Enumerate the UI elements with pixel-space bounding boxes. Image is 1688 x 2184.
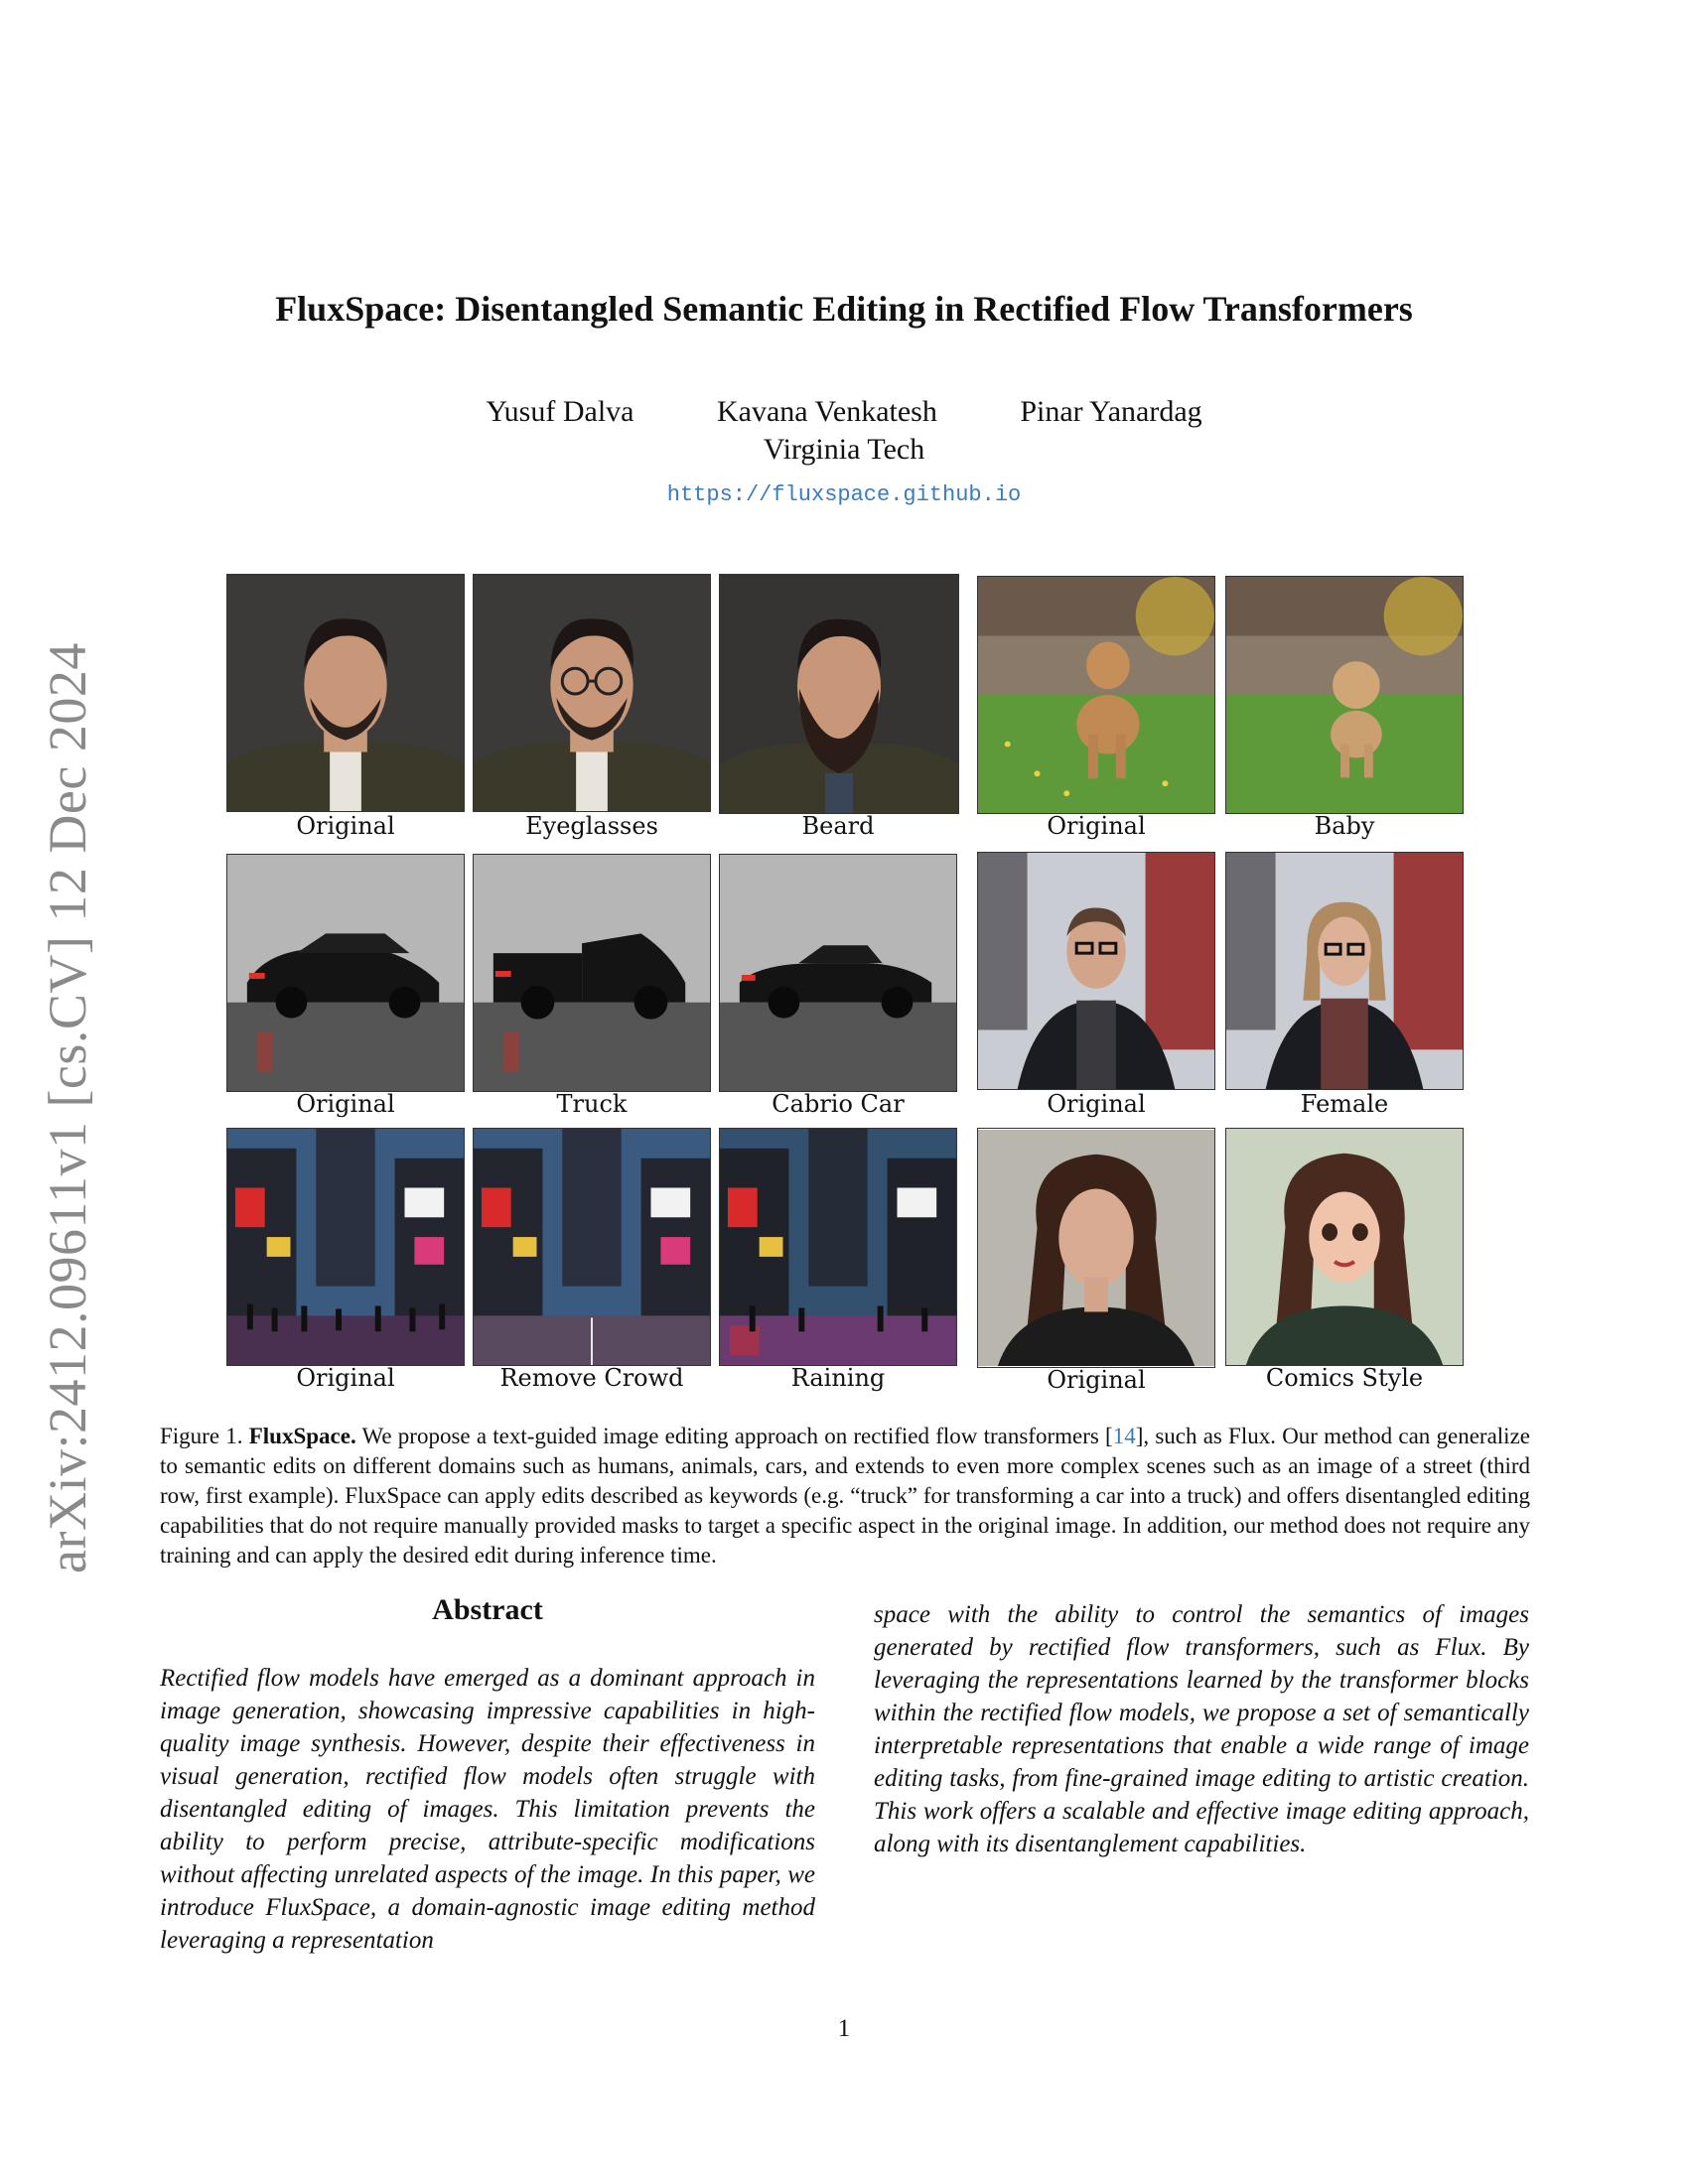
figure-row2-original-label: Original xyxy=(296,1090,395,1118)
caption-text: ], such as Flux. Our method can generalize to semantic edits on different domains such as humans, animals, cars, and extends to even more complex scenes such as an image of a street (third row, first example). FluxSpace can apply edits described as keywords (e.g. “truck” for transforming a car into a truck) and offers disentangled editing capabilities that do not require manually provided masks to target a specific aspect in the original image. In addition, our method does not require any training and can apply the desired edit during inference time. xyxy=(160,1424,1530,1568)
person-snow-female-image xyxy=(1226,853,1463,1089)
figure-caption xyxy=(160,1422,1530,1570)
woman-comics-image xyxy=(1226,1129,1463,1365)
figure-row2-cabrio-label: Cabrio Car xyxy=(772,1090,905,1118)
image-man-original xyxy=(226,574,465,812)
affiliation: Virginia Tech xyxy=(763,433,925,466)
figure-row1-original-label: Original xyxy=(296,812,395,840)
figure-row3-remove-crowd-label: Remove Crowd xyxy=(499,1364,684,1392)
street-raining-image xyxy=(720,1129,956,1365)
page-number: 1 xyxy=(837,2015,851,2042)
figure-row3-original-label: Original xyxy=(296,1364,395,1392)
author-name: Yusuf Dalva xyxy=(486,395,634,428)
figure-row1-beard-label: Beard xyxy=(801,812,875,840)
car-original-image xyxy=(227,855,464,1091)
arxiv-stamp: arXiv:2412.09611v1 [cs.CV] 12 Dec 2024 xyxy=(38,642,97,1573)
caption-text: We propose a text-guided image editing approach on rectified flow transformers [ xyxy=(361,1424,1113,1448)
image-person-original xyxy=(977,852,1215,1090)
figure-row3-woman-original-label: Original xyxy=(1047,1366,1146,1394)
figure-row2-person-female-label: Female xyxy=(1300,1090,1389,1118)
figure-row2-truck-label: Truck xyxy=(556,1090,628,1118)
street-remove-crowd-image xyxy=(474,1129,710,1365)
street-original-image xyxy=(227,1129,464,1365)
paper-title: FluxSpace: Disentangled Semantic Editing in Rectified Flow Transformers xyxy=(275,289,1413,329)
car-truck-image xyxy=(474,855,710,1091)
abstract-right-column: space with the ability to control the semantics of images generated by rectified flow transformers, such as Flux. By leveraging the representations learned by the transformer blocks within the rectified flow models, we propose a set of semantically interpretable representations that enable a wide range of image editing tasks, from fine-grained image editing to artistic creation. This work offers a scalable and effective image editing approach, along with its disentanglement capabilities. xyxy=(874,1601,1529,1857)
image-street-raining xyxy=(719,1128,957,1366)
abstract-heading: Abstract xyxy=(432,1593,543,1626)
citation-link[interactable]: 14 xyxy=(1112,1424,1136,1448)
image-dog-baby xyxy=(1225,576,1464,814)
author-name: Kavana Venkatesh xyxy=(716,395,937,428)
project-url-link[interactable]: https://fluxspace.github.io xyxy=(666,482,1022,507)
abstract-left-column: Rectified flow models have emerged as a dominant approach in image generation, showcasing impressive capabilities in high-quality image synthesis. However, despite their effectiveness in visual generation, rectified flow models often struggle with disentangled editing of images. This limitation prevents the ability to perform precise, attribute-specific modifications without affecting unrelated aspects of the image. In this paper, we introduce FluxSpace, a domain-agnostic image editing method leveraging a representation xyxy=(160,1665,815,1954)
author-name: Pinar Yanardag xyxy=(1020,395,1202,428)
portrait-man-beard-image xyxy=(720,575,958,813)
figure-row1-eyeglasses-label: Eyeglasses xyxy=(525,812,658,840)
dog-baby-image xyxy=(1226,577,1463,813)
figure-row2-person-original-label: Original xyxy=(1047,1090,1146,1118)
image-street-original xyxy=(226,1128,465,1366)
figure-row3-woman-comics-label: Comics Style xyxy=(1265,1364,1424,1392)
woman-original-image xyxy=(978,1129,1214,1367)
image-person-female xyxy=(1225,852,1464,1090)
car-cabrio-image xyxy=(720,855,956,1091)
caption-label: Figure 1. xyxy=(160,1424,243,1448)
image-dog-original xyxy=(977,576,1215,814)
image-man-beard xyxy=(719,574,959,814)
image-woman-comics xyxy=(1225,1128,1464,1366)
figure-row3-raining-label: Raining xyxy=(790,1364,886,1392)
figure-row1-dog-baby-label: Baby xyxy=(1314,812,1375,840)
author-list xyxy=(0,395,1688,429)
caption-bold: FluxSpace. xyxy=(248,1424,356,1448)
image-car-cabrio xyxy=(719,854,957,1092)
image-woman-original xyxy=(977,1128,1215,1368)
person-snow-original-image xyxy=(978,853,1214,1089)
image-car-original xyxy=(226,854,465,1092)
image-street-remove-crowd xyxy=(473,1128,711,1366)
portrait-man-eyeglasses-image xyxy=(474,575,710,811)
figure-row1-dog-original-label: Original xyxy=(1047,812,1146,840)
portrait-man-image xyxy=(227,575,464,811)
image-car-truck xyxy=(473,854,711,1092)
dog-original-image xyxy=(978,577,1214,813)
image-man-eyeglasses xyxy=(473,574,711,812)
